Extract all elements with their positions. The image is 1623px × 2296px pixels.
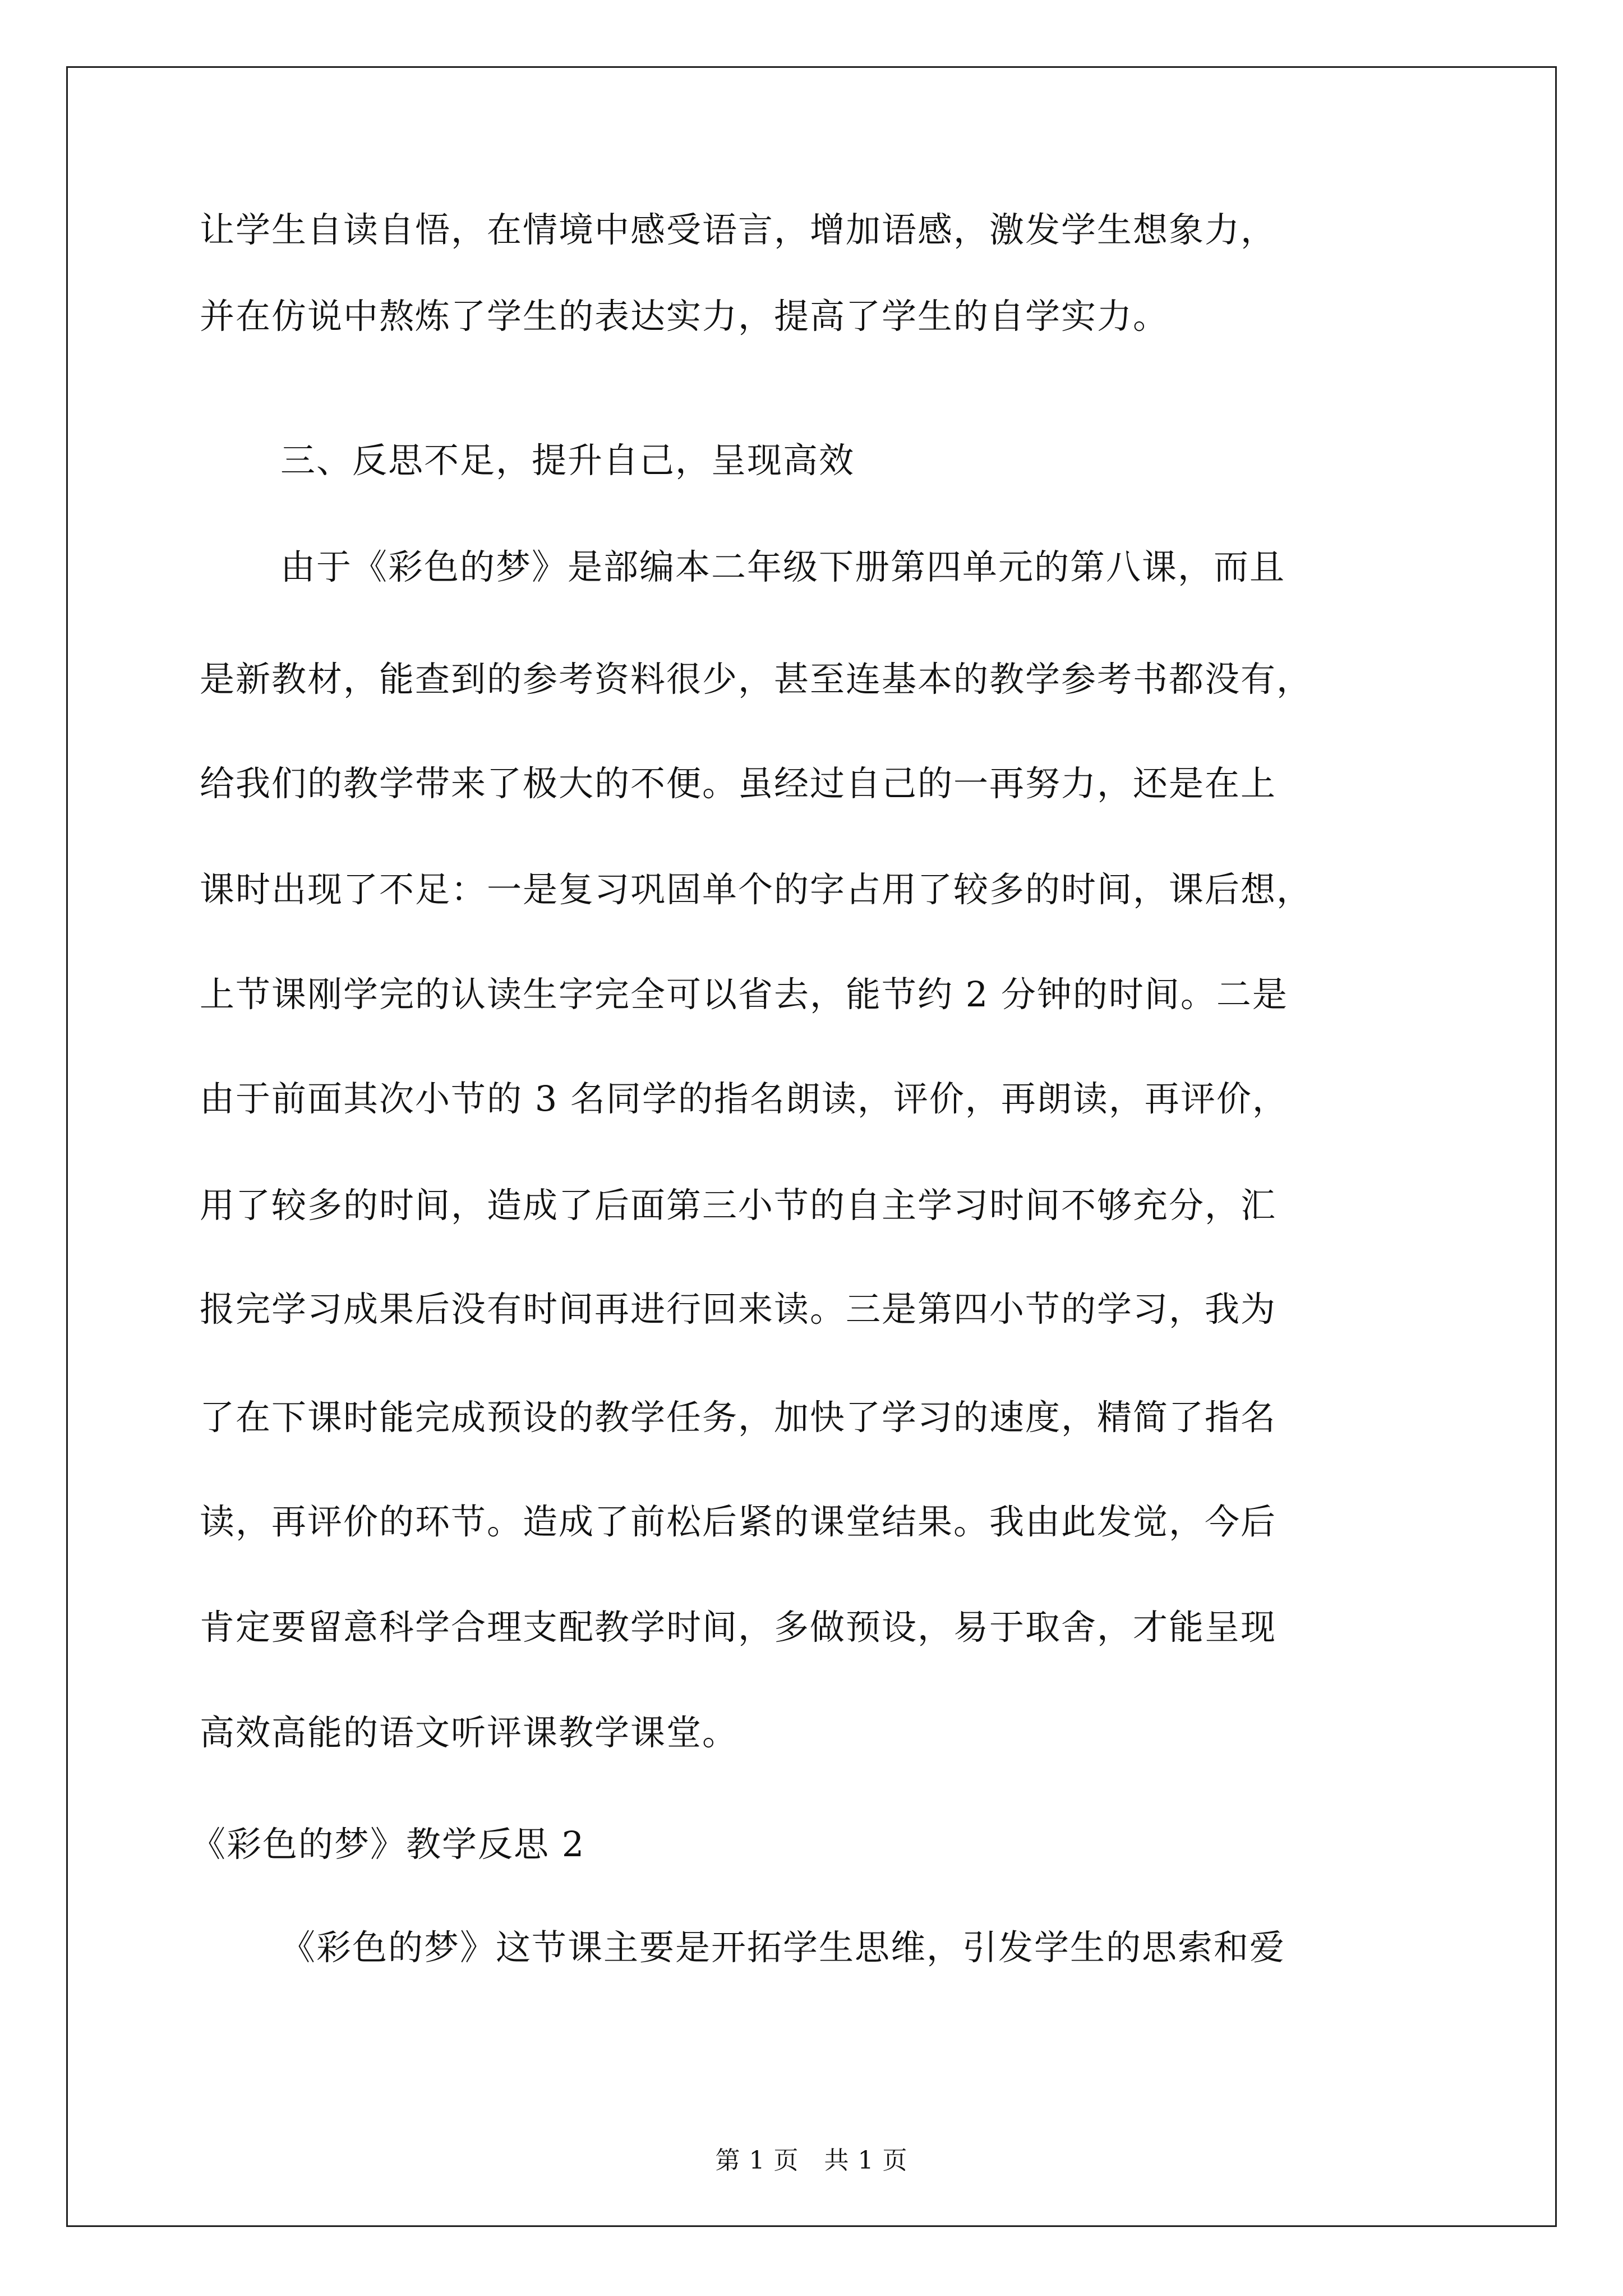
body-line: 肯定要留意科学合理支配教学时间，多做预设，易于取舍，才能呈现	[200, 1607, 1277, 1648]
body-line: 《彩色的梦》这节课主要是开拓学生思维，引发学生的思索和爱	[280, 1927, 1286, 1968]
body-line: 用了较多的时间，造成了后面第三小节的自主学习时间不够充分，汇	[200, 1185, 1277, 1226]
section-heading: 三、反思不足，提升自己，呈现高效	[280, 440, 855, 481]
body-line: 报完学习成果后没有时间再进行回来读。三是第四小节的学习，我为	[200, 1289, 1277, 1329]
page-border	[66, 66, 1557, 2227]
body-line: 读，再评价的环节。造成了前松后紧的课堂结果。我由此发觉，今后	[200, 1501, 1277, 1542]
body-line: 由于前面其次小节的 3 名同学的指名朗读，评价，再朗读，再评价，	[200, 1078, 1288, 1119]
body-line: 课时出现了不足：一是复习巩固单个的字占用了较多的时间，课后想，	[200, 869, 1313, 910]
body-line: 给我们的教学带来了极大的不便。虽经过自己的一再努力，还是在上	[200, 763, 1277, 804]
body-line: 让学生自读自悟，在情境中感受语言，增加语感，激发学生想象力，	[200, 209, 1277, 250]
body-line: 上节课刚学完的认读生字完全可以省去，能节约 2 分钟的时间。二是	[200, 974, 1288, 1015]
body-line: 是新教材，能查到的参考资料很少，甚至连基本的教学参考书都没有，	[200, 659, 1313, 700]
body-line: 高效高能的语文听评课教学课堂。	[200, 1712, 739, 1753]
body-line: 由于《彩色的梦》是部编本二年级下册第四单元的第八课，而且	[280, 546, 1286, 587]
page-footer: 第 1 页 共 1 页	[715, 2146, 908, 2175]
body-line: 了在下课时能完成预设的教学任务，加快了学习的速度，精简了指名	[200, 1397, 1277, 1438]
body-line: 并在仿说中熬炼了学生的表达实力，提高了学生的自学实力。	[200, 296, 1169, 337]
article-title: 《彩色的梦》教学反思 2	[191, 1824, 585, 1865]
